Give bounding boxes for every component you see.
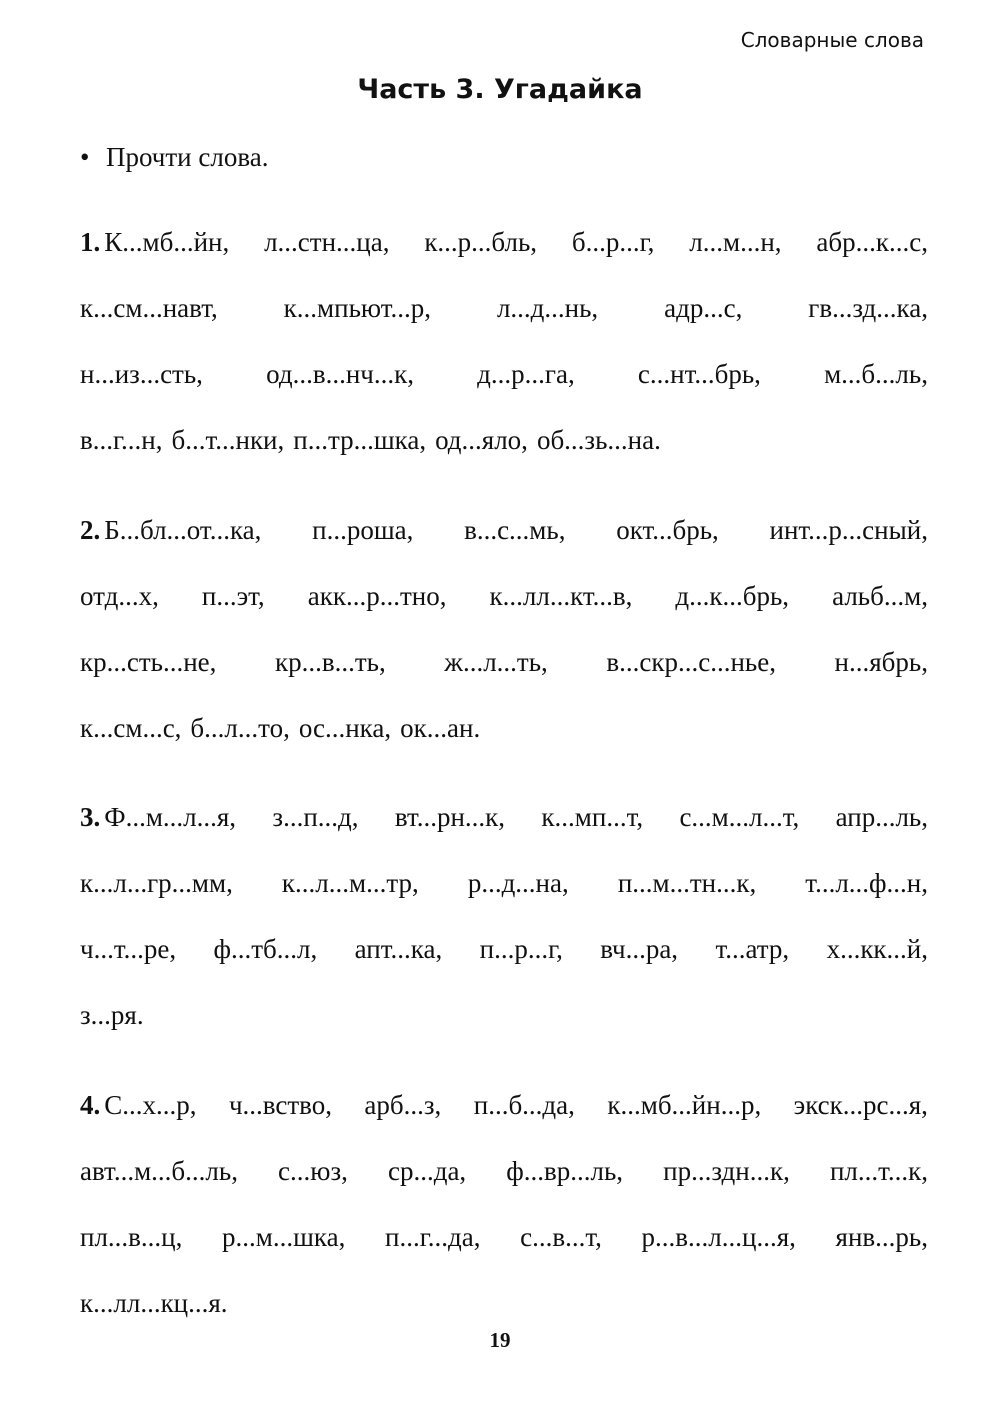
exercise-lead <box>80 800 236 866</box>
exercise-line <box>80 1220 928 1286</box>
word-item: ф...вр...ль, <box>506 1156 624 1186</box>
exercise-line <box>80 423 928 489</box>
running-head: Словарные слова <box>740 28 924 52</box>
word-item: к...л...гр...мм, <box>80 868 233 898</box>
word-item: р...в...л...ц...я, <box>641 1222 796 1252</box>
word-item: Ф...м...л...я, <box>104 802 237 832</box>
word-item: б...т...нки, <box>171 425 285 455</box>
exercise-number: 1. <box>80 227 101 257</box>
word-item: м...б...ль, <box>824 359 928 389</box>
word-item: гв...зд...ка, <box>808 293 928 323</box>
word-item: к...мб...йн...р, <box>607 1090 762 1120</box>
word-item: п...эт, <box>201 581 265 611</box>
exercise-line <box>80 800 928 866</box>
exercise-line <box>80 291 928 357</box>
exercise-3 <box>80 800 928 1064</box>
word-item: л...д...нь, <box>496 293 599 323</box>
exercise-line <box>80 711 928 777</box>
word-item: р...м...шка, <box>222 1222 346 1252</box>
word-item: п...г...да, <box>385 1222 481 1252</box>
word-item: з...ря. <box>80 1000 144 1030</box>
word-item: пл...в...ц, <box>80 1222 183 1252</box>
word-item: об...зь...на. <box>536 425 661 455</box>
word-item: д...к...брь, <box>675 581 790 611</box>
exercise-lead <box>80 1088 197 1154</box>
word-item: к...см...с, <box>80 713 182 743</box>
word-item: т...л...ф...н, <box>805 868 928 898</box>
exercise-number: 3. <box>80 802 101 832</box>
word-item: к...мпьют...р, <box>283 293 431 323</box>
exercise-number: 4. <box>80 1090 101 1120</box>
word-item: к...р...бль, <box>424 227 538 257</box>
word-item: инт...р...сный, <box>769 515 928 545</box>
page-number: 19 <box>489 1328 511 1352</box>
exercise-line <box>80 1088 928 1154</box>
word-item: кр...в...ть, <box>274 647 386 677</box>
word-item: к...лл...кц...я. <box>80 1288 228 1318</box>
word-item: отд...х, <box>80 581 159 611</box>
word-item: экск...рс...я, <box>793 1090 928 1120</box>
word-item: Б...бл...от...ка, <box>104 515 262 545</box>
word-item: ок...ан. <box>400 713 481 743</box>
word-item: с...в...т, <box>520 1222 602 1252</box>
exercise-4 <box>80 1088 928 1352</box>
word-item: с...нт...брь, <box>637 359 761 389</box>
word-item: альб...м, <box>832 581 928 611</box>
word-item: ср...да, <box>387 1156 467 1186</box>
word-item: апт...ка, <box>354 934 443 964</box>
exercise-line <box>80 932 928 998</box>
word-item: вч...ра, <box>600 934 679 964</box>
word-item: н...ябрь, <box>834 647 928 677</box>
word-item: п...р...г, <box>479 934 563 964</box>
exercise-line <box>80 645 928 711</box>
word-item: абр...к...с, <box>816 227 928 257</box>
word-item: с...юз, <box>278 1156 348 1186</box>
exercise-line <box>80 866 928 932</box>
exercise-line <box>80 998 928 1064</box>
exercise-1 <box>80 225 928 489</box>
word-item: н...из...сть, <box>80 359 203 389</box>
word-item: л...стн...ца, <box>264 227 390 257</box>
word-item: авт...м...б...ль, <box>80 1156 238 1186</box>
word-item: ос...нка, <box>298 713 392 743</box>
word-item: ч...вство, <box>228 1090 332 1120</box>
exercise-line <box>80 1154 928 1220</box>
word-item: ф...тб...л, <box>213 934 318 964</box>
word-item: од...яло, <box>435 425 528 455</box>
word-item: од...в...нч...к, <box>266 359 414 389</box>
word-item: п...тр...шка, <box>293 425 427 455</box>
exercise-lead <box>80 225 229 291</box>
word-item: апр...ль, <box>835 802 928 832</box>
instruction-text: Прочти слова. <box>106 142 269 172</box>
word-item: арб...з, <box>364 1090 442 1120</box>
word-item: с...м...л...т, <box>679 802 800 832</box>
word-item: т...атр, <box>715 934 790 964</box>
word-item: акк...р...тно, <box>307 581 447 611</box>
word-item: янв...рь, <box>835 1222 928 1252</box>
word-item: адр...с, <box>664 293 743 323</box>
word-item: ж...л...ть, <box>444 647 548 677</box>
word-item: р...д...на, <box>467 868 569 898</box>
word-item: кр...сть...не, <box>80 647 217 677</box>
exercise-line <box>80 357 928 423</box>
word-item: п...б...да, <box>473 1090 575 1120</box>
page-title: Часть 3. Угадайка <box>357 74 643 105</box>
bullet-icon: • <box>80 142 90 172</box>
word-item: х...кк...й, <box>826 934 928 964</box>
exercise-line <box>80 513 928 579</box>
word-item: в...с...мь, <box>464 515 566 545</box>
word-item: п...м...тн...к, <box>617 868 757 898</box>
exercise-line <box>80 225 928 291</box>
word-item: б...р...г, <box>571 227 655 257</box>
exercise-number: 2. <box>80 515 101 545</box>
exercise-line <box>80 579 928 645</box>
word-item: з...п...д, <box>272 802 359 832</box>
word-item: К...мб...йн, <box>104 227 230 257</box>
word-item: л...м...н, <box>689 227 782 257</box>
word-item: вт...рн...к, <box>394 802 506 832</box>
word-item: к...л...м...тр, <box>281 868 419 898</box>
word-item: к...мп...т, <box>541 802 644 832</box>
word-item: пр...здн...к, <box>663 1156 790 1186</box>
word-item: в...скр...с...нье, <box>606 647 776 677</box>
word-item: С...х...р, <box>104 1090 197 1120</box>
word-item: ч...т...ре, <box>80 934 177 964</box>
exercise-lead <box>80 513 261 579</box>
word-item: в...г...н, <box>80 425 163 455</box>
instruction <box>80 142 268 173</box>
word-item: п...роша, <box>312 515 414 545</box>
word-item: окт...брь, <box>616 515 719 545</box>
word-item: пл...т...к, <box>829 1156 928 1186</box>
word-item: к...лл...кт...в, <box>489 581 633 611</box>
exercise-2 <box>80 513 928 777</box>
word-item: к...см...навт, <box>80 293 218 323</box>
word-item: б...л...то, <box>190 713 290 743</box>
word-item: д...р...га, <box>477 359 575 389</box>
